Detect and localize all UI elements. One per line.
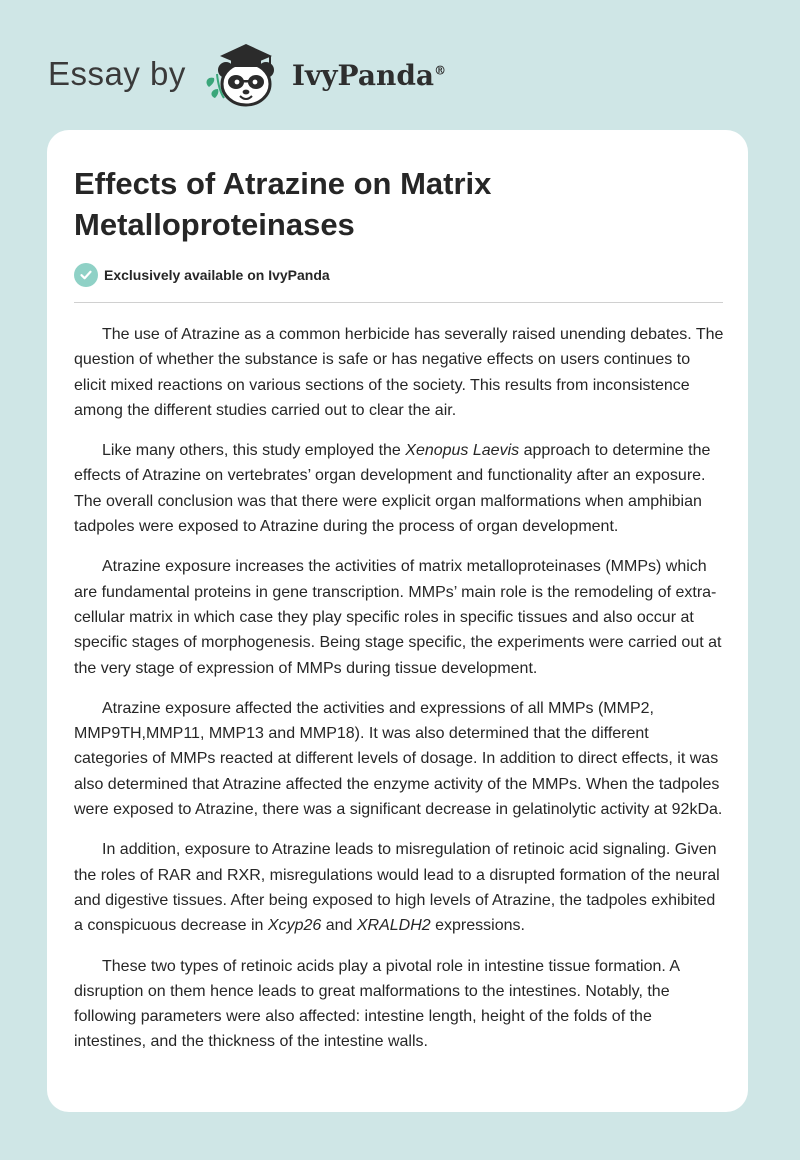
paragraph-text: expressions. [430,917,525,935]
paragraph-text: Atrazine exposure affected the activities and expressions of all MMPs (MMP2, MMP9TH,MMP11, MMP13 and MMP18). It was also determined that the different categories of MMPs reacted at different levels of dosage. In addition to direct effects, it was also determined that Atrazine affected the enzyme activity of the MMPs. When the tadpoles were exposed to Atrazine, there was a significant decrease in gelatinolytic activity at 92kDa. [74,699,723,819]
brand-prefix: Essay by [48,55,186,92]
exclusive-badge [74,263,330,287]
species-name: Xenopus Laevis [405,442,520,460]
brand-header [48,32,446,112]
essay-title: Effects of Atrazine on Matrix Metalloproteinases [74,166,492,242]
paragraph-text: Like many others, this study employed the [102,442,406,460]
ivypanda-logo-icon[interactable] [198,32,290,112]
check-icon [74,263,98,287]
paragraph-text: and [321,917,357,935]
paragraph-2 [74,438,725,539]
registered-mark: ® [434,63,447,78]
gene-name: Xcyp26 [267,917,322,935]
paragraph-4 [74,696,725,822]
brand-name [292,59,446,92]
divider [74,302,723,303]
paragraph-text: These two types of retinoic acids play a pivotal role in intestine tissue formation. A disruption on them hence leads to great malformations to the intestines. Notably, the following parameters were also affected: intestine length, height of the folds of the intestines, and the thickness of the intestine walls. [74,957,680,1051]
essay-card [47,130,748,1112]
brand-name-text: IvyPanda [291,58,435,92]
essay-body [74,322,725,1070]
paragraph-text: In addition, exposure to Atrazine leads to misregulation of retinoic acid signaling. Given the roles of RAR and RXR, misregulations would lead to a disrupted formation of the neural and digestive tissues. After being exposed to high levels of Atrazine, the tadpoles exhibited a conspicuous decrease in [74,841,720,935]
paragraph-text: The use of Atrazine as a common herbicide has severally raised unending debates. The question of whether the substance is safe or has negative effects on users continues to elicit mixed reactions on various sections of the society. This results from inconsistence among the different studies carried out to clear the air. [74,326,724,419]
paragraph-6 [74,954,725,1055]
paragraph-text: approach to determine the effects of Atrazine on vertebrates’ organ development and functionality after an exposure. The overall conclusion was that there were explicit organ malformations when amphibian tadpoles were exposed to Atrazine during the process of organ development. [74,442,711,536]
badge-label: Exclusively available on IvyPanda [104,267,330,283]
paragraph-1 [74,322,725,423]
paragraph-text: Atrazine exposure increases the activities of matrix metalloproteinases (MMPs) which are fundamental proteins in gene transcription. MMPs’ main role is the remodeling of extra-cellular matrix in which case they play specific roles in specific tissues and also occur at specific stages of morphogenesis. Being stage specific, the experiments were carried out at the very stage of expression of MMPs during tissue development. [74,558,722,677]
gene-name: XRALDH2 [356,917,431,935]
paragraph-3 [74,554,725,680]
paragraph-5 [74,837,725,938]
